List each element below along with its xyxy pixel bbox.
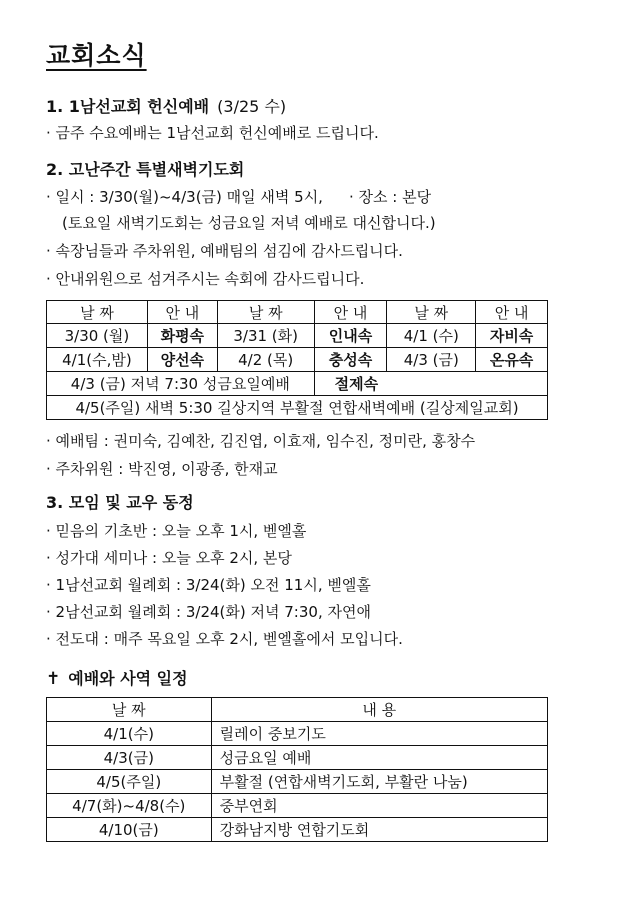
header-content: 내 용 (211, 698, 547, 722)
guide-cell: 온유속 (476, 348, 548, 372)
date-cell: 4/10(금) (47, 818, 212, 842)
table-header-row (47, 301, 548, 324)
content-cell: 부활절 (연합새벽기도회, 부활란 나눔) (211, 770, 547, 794)
section-1-line: · 금주 수요예배는 1남선교회 헌신예배로 드립니다. (46, 124, 379, 142)
parking-team-line: · 주차위원 : 박진영, 이광종, 한재교 (46, 460, 278, 478)
date-cell: 4/1(수,밤) (47, 348, 148, 372)
service-cell: 4/3 (금) 저녁 7:30 성금요일예배 (47, 372, 315, 396)
section-4-title: 예배와 사역 일정 (68, 669, 188, 688)
guide-cell: 인내속 (314, 324, 387, 348)
page-title: 교회소식 (46, 41, 147, 70)
section-2-place: · 장소 : 본당 (348, 188, 432, 206)
table-row (47, 396, 548, 420)
list-item: · 전도대 : 매주 목요일 오후 2시, 벧엘홀에서 모입니다. (46, 630, 403, 648)
table-row (47, 794, 548, 818)
cross-icon: ✝ (46, 669, 61, 689)
table-row (47, 818, 548, 842)
list-item: · 성가대 세미나 : 오늘 오후 2시, 본당 (46, 549, 292, 567)
content-cell: 강화남지방 연합기도회 (211, 818, 547, 842)
table-header-row (47, 698, 548, 722)
header-date: 날 짜 (387, 301, 476, 324)
table-row (47, 770, 548, 794)
header-guide: 안 내 (314, 301, 387, 324)
list-item: · 믿음의 기초반 : 오늘 오후 1시, 벧엘홀 (46, 522, 307, 540)
section-2-schedule-line (46, 186, 431, 207)
date-cell: 3/30 (월) (47, 324, 148, 348)
section-1-title: 1. 1남선교회 헌신예배 (46, 97, 210, 116)
section-2-note: (토요일 새벽기도회는 성금요일 저녁 예배로 대신합니다.) (62, 214, 436, 232)
section-1-heading (46, 94, 286, 117)
list-item: · 2남선교회 월례회 : 3/24(화) 저녁 7:30, 자연애 (46, 603, 371, 621)
section-2-time: · 일시 : 3/30(월)~4/3(금) 매일 새벽 5시, (46, 188, 323, 206)
content-cell: 성금요일 예배 (211, 746, 547, 770)
guide-cell: 충성속 (314, 348, 387, 372)
section-1-date: (3/25 수) (217, 97, 287, 116)
guide-cell: 화평속 (147, 324, 217, 348)
header-date: 날 짜 (47, 301, 148, 324)
guide-schedule-table (46, 300, 548, 420)
section-2-thanks-2: · 안내위원으로 섬겨주시는 속회에 감사드립니다. (46, 270, 365, 288)
header-date: 날 짜 (217, 301, 314, 324)
worship-schedule-table (46, 697, 548, 842)
guide-cell: 양선속 (147, 348, 217, 372)
guide-cell: 절제속 (314, 372, 547, 396)
header-guide: 안 내 (147, 301, 217, 324)
date-cell: 4/3 (금) (387, 348, 476, 372)
date-cell: 3/31 (화) (217, 324, 314, 348)
table-row (47, 348, 548, 372)
content-cell: 중부연회 (211, 794, 547, 818)
table-row (47, 722, 548, 746)
table-row (47, 324, 548, 348)
section-2-thanks-1: · 속장님들과 주차위원, 예배팀의 섬김에 감사드립니다. (46, 242, 403, 260)
date-cell: 4/5(주일) (47, 770, 212, 794)
date-cell: 4/2 (목) (217, 348, 314, 372)
service-cell: 4/5(주일) 새벽 5:30 길상지역 부활절 연합새벽예배 (길상제일교회) (47, 396, 548, 420)
guide-cell: 자비속 (476, 324, 548, 348)
section-4-heading (46, 666, 188, 689)
list-item: · 1남선교회 월례회 : 3/24(화) 오전 11시, 벧엘홀 (46, 576, 371, 594)
section-2-heading: 2. 고난주간 특별새벽기도회 (46, 160, 245, 179)
table-row (47, 372, 548, 396)
header-guide: 안 내 (476, 301, 548, 324)
date-cell: 4/3(금) (47, 746, 212, 770)
worship-team-line: · 예배팀 : 권미숙, 김예찬, 김진엽, 이효재, 임수진, 정미란, 홍창수 (46, 432, 476, 450)
header-date: 날 짜 (47, 698, 212, 722)
date-cell: 4/1(수) (47, 722, 212, 746)
content-cell: 릴레이 중보기도 (211, 722, 547, 746)
date-cell: 4/7(화)~4/8(수) (47, 794, 212, 818)
section-3-heading: 3. 모임 및 교우 동정 (46, 493, 194, 512)
table-row (47, 746, 548, 770)
date-cell: 4/1 (수) (387, 324, 476, 348)
